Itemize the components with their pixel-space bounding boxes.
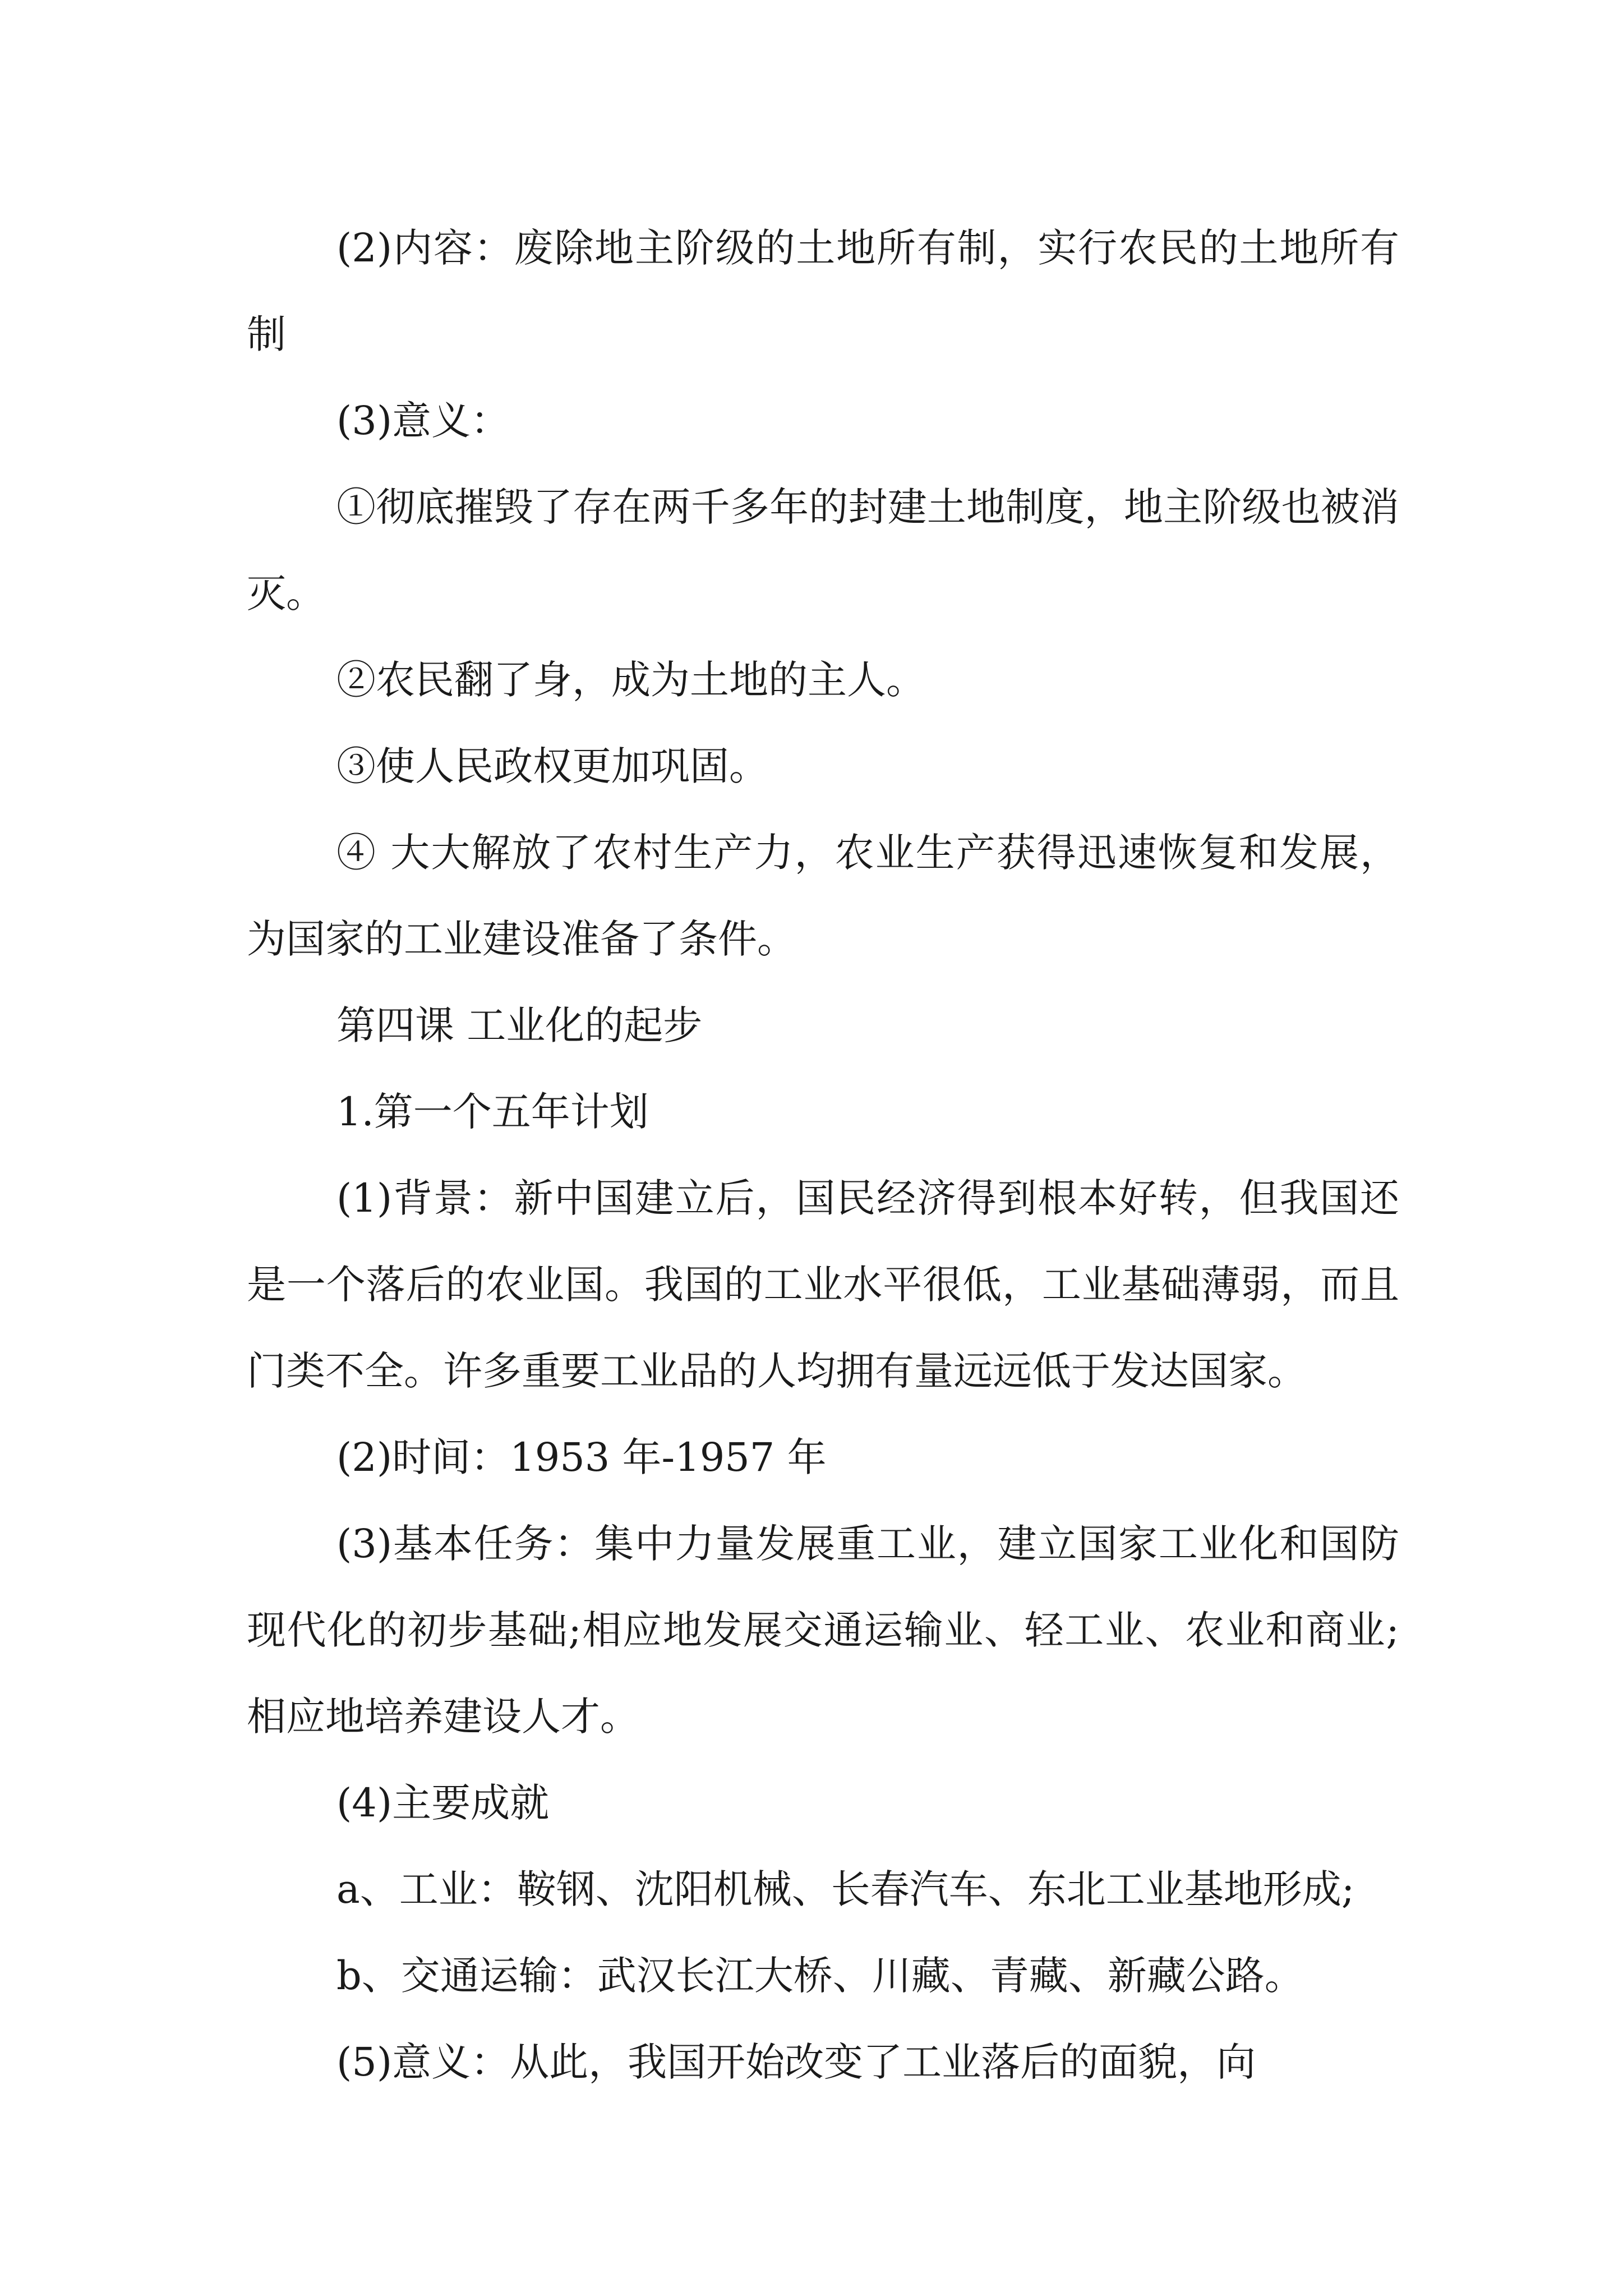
lesson-title: 第四课 工业化的起步 xyxy=(336,1002,703,1048)
paragraph-significance-4: ④ 大大解放了农村生产力，农业生产获得迅速恢复和发展，为国家的工业建设准备了条件。 xyxy=(247,830,1399,962)
paragraph-land-reform-content: (2)内容：废除地主阶级的土地所有制，实行农民的土地所有制 xyxy=(247,225,1399,357)
paragraph-basic-tasks: (3)基本任务：集中力量发展重工业，建立国家工业化和国防现代化的初步基础;相应地发展交通运输业、轻工业、农业和商业;相应地培养建设人才。 xyxy=(247,1521,1399,1740)
paragraph-significance-2: ②农民翻了身，成为土地的主人。 xyxy=(336,657,925,703)
paragraph-achievement-transport: b、交通运输：武汉长江大桥、川藏、青藏、新藏公路。 xyxy=(336,1953,1304,1999)
paragraph-background: (1)背景：新中国建立后，国民经济得到根本好转，但我国还是一个落后的农业国。我国的工业水平很低，工业基础薄弱，而且门类不全。许多重要工业品的人均拥有量远远低于发达国家。 xyxy=(247,1175,1399,1394)
paragraph-achievement-industry: a、工业：鞍钢、沈阳机械、长春汽车、东北工业基地形成; xyxy=(336,1866,1355,1912)
paragraph-significance-heading: (3)意义： xyxy=(336,398,510,444)
paragraph-significance-1: ①彻底摧毁了存在两千多年的封建土地制度，地主阶级也被消灭。 xyxy=(247,484,1399,616)
paragraph-time: (2)时间：1953 年-1957 年 xyxy=(336,1434,827,1480)
paragraph-significance-3: ③使人民政权更加巩固。 xyxy=(336,743,768,789)
paragraph-plan-significance: (5)意义：从此，我国开始改变了工业落后的面貌，向 xyxy=(336,2039,1256,2085)
section-heading-five-year-plan: 1.第一个五年计划 xyxy=(336,1089,649,1135)
document-body xyxy=(247,205,1399,2105)
paragraph-achievements-heading: (4)主要成就 xyxy=(336,1780,550,1826)
